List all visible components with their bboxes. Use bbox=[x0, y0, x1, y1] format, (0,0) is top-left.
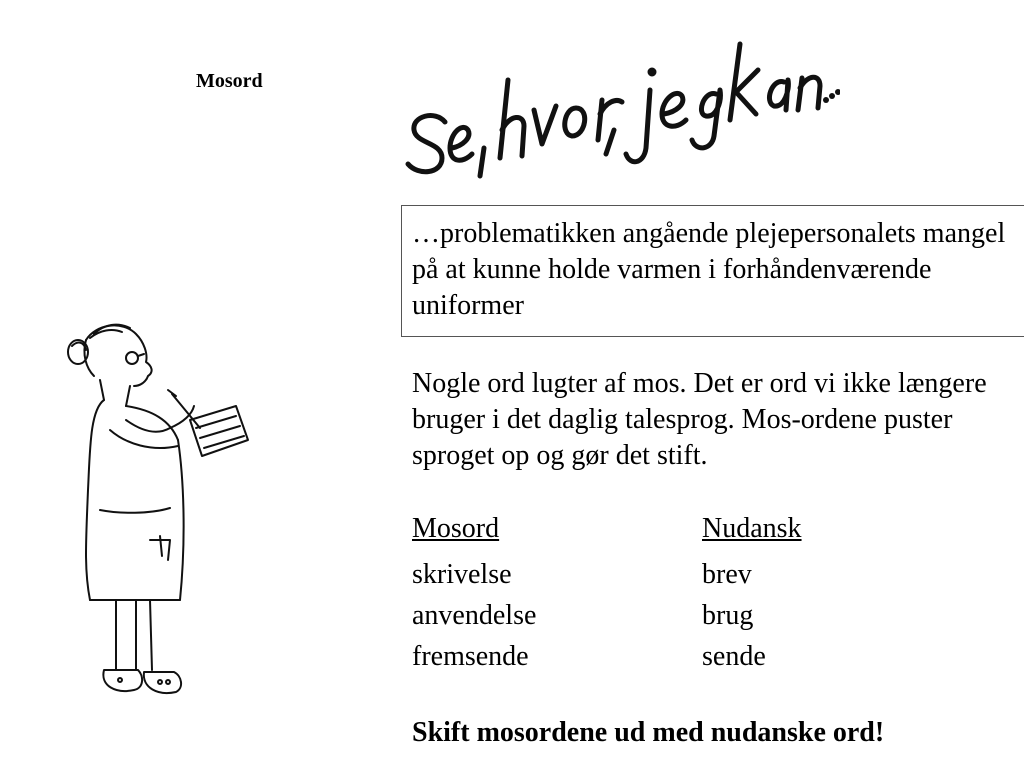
table-row bbox=[412, 557, 992, 598]
table-row bbox=[412, 598, 992, 639]
new-word: brug bbox=[702, 600, 754, 631]
woman-writing-illustration bbox=[60, 310, 260, 710]
new-word: brev bbox=[702, 559, 752, 590]
table-row bbox=[412, 639, 992, 680]
old-word: fremsende bbox=[412, 641, 529, 672]
old-word: anvendelse bbox=[412, 600, 537, 631]
old-word: skrivelse bbox=[412, 559, 512, 590]
quote-text: …problematikken angående plejepersonalets mangel på at kunne holde varmen i forhåndenværende uniformer bbox=[412, 218, 1006, 321]
slide-label: Mosord bbox=[196, 70, 263, 92]
intro-paragraph: Nogle ord lugter af mos. Det er ord vi ikke længere bruger i det daglig talesprog. Mos-ordene puster sproget op og gør det stift. bbox=[412, 368, 987, 471]
word-table-header bbox=[412, 511, 992, 557]
new-word: sende bbox=[702, 641, 766, 672]
header-mosord: Mosord bbox=[412, 513, 500, 544]
word-table bbox=[412, 511, 992, 680]
header-nudansk: Nudansk bbox=[702, 513, 802, 544]
quote-box bbox=[401, 205, 1024, 337]
closing-instruction: Skift mosordene ud med nudanske ord! bbox=[412, 717, 885, 748]
handwritten-title-graphic bbox=[400, 30, 840, 190]
